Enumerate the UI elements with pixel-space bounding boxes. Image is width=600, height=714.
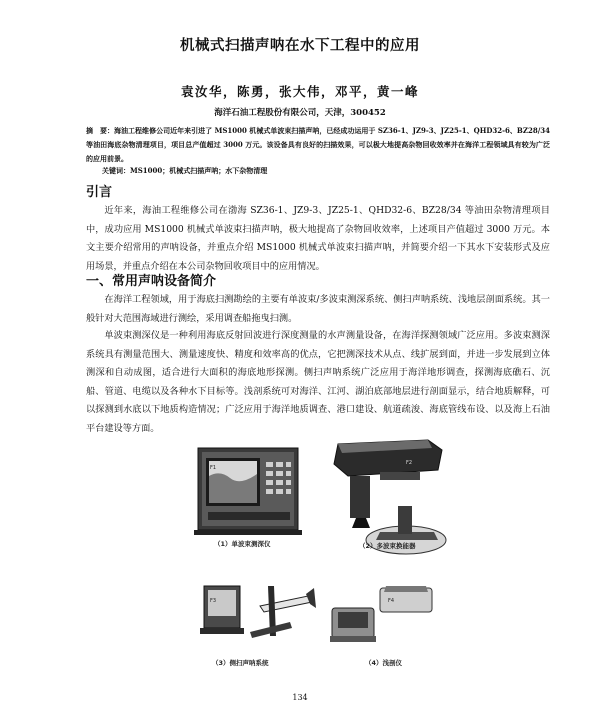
figure-caption-1: （1）单波束测深仪 — [214, 540, 271, 548]
figure-caption-2: （2）多波束换能器 — [359, 542, 416, 550]
keywords: 关键词：MS1000；机械式扫描声呐；水下杂物清理 — [102, 166, 268, 175]
screen-label-3: F3 — [210, 598, 217, 604]
page-number: 134 — [292, 693, 308, 702]
multibeam-transducer-photo — [334, 440, 442, 528]
author-list: 袁汝华，陈勇，张大伟，邓平，黄一峰 — [180, 84, 419, 99]
sub-bottom-profiler-photo — [330, 506, 446, 642]
screen-label-2: F2 — [406, 460, 413, 466]
single-beam-sounder-photo — [194, 448, 302, 535]
section1-paragraph-2: 单波束测深仪是一种利用海底反射回波进行深度测量的水声测量设备，在海洋探测领域广泛应用。多波束测深系统具有测量范围大、测量速度快、精度和效率高的优点，它把测深技术从点、线扩展到面，并进一步发展到立体测深和自动成图，适合进行大面积的海底地形探测。侧扫声呐系统广泛应用于海洋地形调查，探测海底礁石、沉船、管道、电缆以及各种水下目标等。浅剖系统可对海洋、江河、湖泊底部地层进行剖面显示，结合地质解释，可以探测到水底以下地质构造情况；广泛应用于海洋地质调查、港口建设、航道疏浚、海底管线布设、以及海上石油平台建设等方面。 — [86, 330, 550, 434]
section1-heading: 一、常用声呐设备简介 — [86, 274, 217, 289]
figure-caption-4: （4）浅剖仪 — [365, 659, 403, 667]
screen-label-1: F1 — [210, 465, 217, 471]
abstract: 摘 要：海油工程维修公司近年来引进了 MS1000 机械式单波束扫描声呐，已经成功运用于 SZ36-1、JZ9-3、JZ25-1、QHD32-6、BZ28/34 等油田海底杂物清理项目，项目总产值超过 3000 万元。该设备具有良好的扫描效果，可以极大地提高杂物回收效率并在海洋工程领域具有较为广泛的应用前景。 — [86, 126, 550, 163]
figure-caption-3: （3）侧扫声呐系统 — [212, 659, 269, 667]
equipment-figure — [180, 436, 450, 668]
paper-title: 机械式扫描声呐在水下工程中的应用 — [180, 38, 420, 54]
intro-paragraph: 近年来，海油工程维修公司在渤海 SZ36-1、JZ9-3、JZ25-1、QHD32-6、BZ28/34 等油田杂物清理项目中，成功应用 MS1000 机械式单波束扫描声呐，极大地提高了杂物回收效率，上述项目产值超过 3000 万元。本文主要介绍常用的声呐设备，并重点介绍 MS1000 机械式单波束扫描声呐，并简要介绍一下其水下安装形式及应用场景，并重点介绍在本公司杂物回收项目中的应用情况。 — [86, 205, 550, 272]
section1-paragraph-1: 在海洋工程领域，用于海底扫测勘绘的主要有单波束/多波束测深系统、侧扫声呐系统、浅地层剖面系统。其一般针对大范围海域进行测绘，采用调查船拖曳扫测。 — [86, 294, 550, 324]
screen-label-4: F4 — [388, 598, 395, 604]
intro-heading: 引言 — [86, 185, 113, 200]
affiliation: 海洋石油工程股份有限公司，天津，300452 — [214, 108, 386, 118]
side-scan-sonar-photo — [200, 586, 316, 638]
